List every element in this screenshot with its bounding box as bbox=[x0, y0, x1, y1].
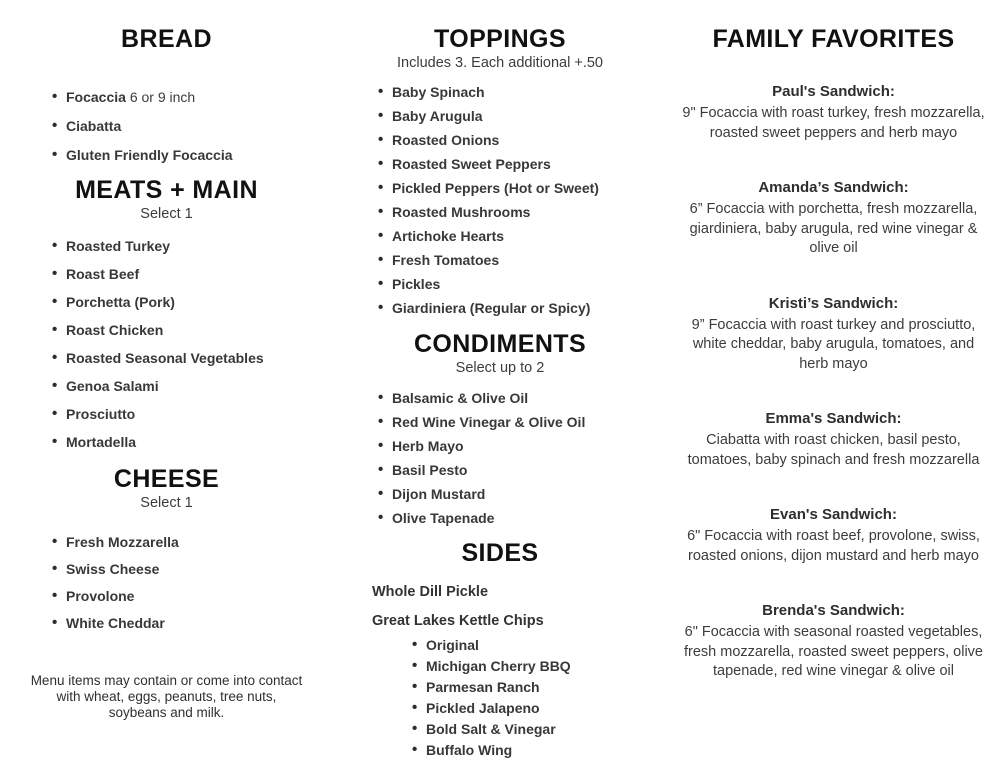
menu-item: • Artichoke Hearts bbox=[378, 229, 667, 244]
condiments-list bbox=[333, 391, 667, 526]
side-item-chips: Great Lakes Kettle Chips bbox=[372, 613, 544, 629]
sandwich-entry bbox=[667, 602, 1000, 682]
allergen-note: Menu items may contain or come into contact with wheat, eggs, peanuts, tree nuts, soybeans and milk. bbox=[30, 673, 303, 720]
left-column bbox=[0, 0, 333, 774]
cheese-heading: CHEESE bbox=[113, 465, 220, 493]
menu-item: • Genoa Salami bbox=[52, 379, 333, 394]
menu-item: • Mortadella bbox=[52, 435, 333, 450]
toppings-list bbox=[333, 85, 667, 316]
side-item-pickle: Whole Dill Pickle bbox=[372, 584, 489, 600]
bread-section bbox=[0, 26, 333, 163]
meats-subtitle: Select 1 bbox=[140, 206, 193, 222]
cheese-list bbox=[0, 535, 333, 631]
menu-item: • Buffalo Wing bbox=[412, 743, 667, 758]
middle-column bbox=[333, 0, 667, 774]
meats-heading: MEATS + MAIN bbox=[75, 176, 258, 204]
sandwich-name: Paul's Sandwich: bbox=[772, 83, 895, 100]
condiments-section bbox=[333, 331, 667, 526]
menu-item: • Prosciutto bbox=[52, 407, 333, 422]
toppings-heading: TOPPINGS bbox=[434, 25, 566, 53]
menu-item: • Basil Pesto bbox=[378, 463, 667, 478]
sandwich-name: Brenda's Sandwich: bbox=[762, 602, 905, 619]
bread-heading: BREAD bbox=[121, 25, 212, 53]
menu-item-bold-text: Focaccia bbox=[66, 89, 126, 105]
menu-item: • Fresh Tomatoes bbox=[378, 253, 667, 268]
sides-section bbox=[333, 540, 667, 758]
menu-item: • Roast Beef bbox=[52, 267, 333, 282]
toppings-section bbox=[333, 26, 667, 316]
menu-item bbox=[52, 90, 333, 105]
menu-item: • Herb Mayo bbox=[378, 439, 667, 454]
sandwich-entry bbox=[667, 179, 1000, 259]
menu-item: • Red Wine Vinegar & Olive Oil bbox=[378, 415, 667, 430]
bread-list bbox=[0, 90, 333, 163]
meats-section bbox=[0, 177, 333, 450]
menu-item: • Roasted Mushrooms bbox=[378, 205, 667, 220]
menu-item: • Olive Tapenade bbox=[378, 511, 667, 526]
menu-item: • Porchetta (Pork) bbox=[52, 295, 333, 310]
menu-item: • White Cheddar bbox=[52, 616, 333, 631]
menu-item-bold-text: Ciabatta bbox=[66, 118, 122, 134]
cheese-section bbox=[0, 466, 333, 631]
menu-item: • Roasted Turkey bbox=[52, 239, 333, 254]
menu-item: • Swiss Cheese bbox=[52, 562, 333, 577]
menu-item: • Fresh Mozzarella bbox=[52, 535, 333, 550]
menu-item: • Baby Arugula bbox=[378, 109, 667, 124]
menu-item bbox=[52, 148, 333, 163]
family-favorites-list bbox=[667, 83, 1000, 682]
sandwich-entry bbox=[667, 506, 1000, 566]
sandwich-name: Emma's Sandwich: bbox=[765, 410, 902, 427]
toppings-subtitle: Includes 3. Each additional +.50 bbox=[397, 55, 603, 71]
menu-item: • Provolone bbox=[52, 589, 333, 604]
menu-item: • Roasted Sweet Peppers bbox=[378, 157, 667, 172]
sandwich-name: Kristi’s Sandwich: bbox=[768, 294, 899, 312]
sandwich-description: 9” Focaccia with roast turkey and prosciutto, white cheddar, baby arugula, tomatoes, and herb mayo bbox=[691, 316, 976, 372]
menu-item: • Roast Chicken bbox=[52, 323, 333, 338]
condiments-heading: CONDIMENTS bbox=[413, 330, 587, 358]
menu-item-regular-text: 6 or 9 inch bbox=[125, 89, 196, 105]
menu-item: • Bold Salt & Vinegar bbox=[412, 722, 667, 737]
sandwich-entry bbox=[667, 83, 1000, 143]
menu-item: • Roasted Seasonal Vegetables bbox=[52, 351, 333, 366]
menu-item: • Baby Spinach bbox=[378, 85, 667, 100]
menu-item: • Giardiniera (Regular or Spicy) bbox=[378, 301, 667, 316]
sandwich-entry bbox=[667, 295, 1000, 375]
sandwich-description: 9" Focaccia with roast turkey, fresh mozzarella, roasted sweet peppers and herb mayo bbox=[682, 105, 985, 141]
sandwich-description: Ciabatta with roast chicken, basil pesto, tomatoes, baby spinach and fresh mozzarella bbox=[687, 432, 980, 468]
sandwich-entry bbox=[667, 410, 1000, 470]
sandwich-description: 6” Focaccia with porchetta, fresh mozzarella, giardiniera, baby arugula, red wine vinegar & olive oil bbox=[689, 201, 978, 256]
sandwich-description: 6" Focaccia with seasonal roasted vegetables, fresh mozzarella, roasted sweet peppers, olive tapenade, red wine vinegar & olive oil bbox=[683, 624, 983, 679]
menu-item: • Dijon Mustard bbox=[378, 487, 667, 502]
menu-item: • Balsamic & Olive Oil bbox=[378, 391, 667, 406]
sandwich-description: 6" Focaccia with roast beef, provolone, swiss, roasted onions, dijon mustard and herb mayo bbox=[687, 528, 980, 564]
chip-flavors-list bbox=[333, 638, 667, 758]
menu-item bbox=[52, 119, 333, 134]
menu-item: • Pickled Peppers (Hot or Sweet) bbox=[378, 181, 667, 196]
menu-item: • Pickles bbox=[378, 277, 667, 292]
menu-item: • Parmesan Ranch bbox=[412, 680, 667, 695]
menu-item: • Michigan Cherry BBQ bbox=[412, 659, 667, 674]
family-favorites-heading: FAMILY FAVORITES bbox=[712, 25, 955, 53]
condiments-subtitle: Select up to 2 bbox=[455, 360, 545, 376]
sandwich-name: Evan's Sandwich: bbox=[770, 506, 897, 523]
menu-item-bold-text: Gluten Friendly Focaccia bbox=[66, 147, 233, 163]
right-column bbox=[667, 0, 1000, 774]
sandwich-name: Amanda’s Sandwich: bbox=[758, 179, 909, 196]
cheese-subtitle: Select 1 bbox=[140, 495, 193, 511]
menu-item: • Roasted Onions bbox=[378, 133, 667, 148]
sides-heading: SIDES bbox=[461, 539, 539, 567]
menu-item: • Original bbox=[412, 638, 667, 653]
meats-list bbox=[0, 239, 333, 450]
menu-item: • Pickled Jalapeno bbox=[412, 701, 667, 716]
